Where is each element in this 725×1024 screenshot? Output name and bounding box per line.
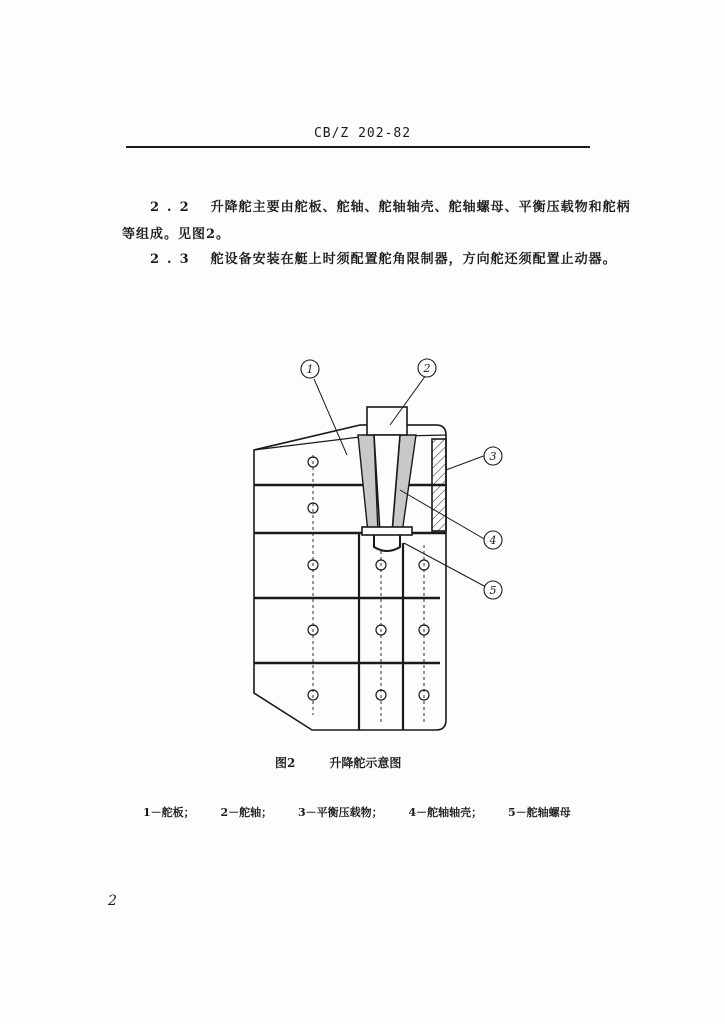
page-header: CB/Z 202-82 [313, 126, 412, 141]
legend-item: 5－舵轴螺母 [508, 806, 571, 819]
rudder-diagram [240, 355, 520, 740]
rudder-stock [367, 407, 407, 435]
caption-title: 升降舵示意图 [329, 756, 402, 770]
top-plate [254, 425, 446, 450]
legend-item: 4－舵轴轴壳； [408, 806, 483, 819]
paragraph-number: 2.3 [150, 252, 197, 267]
paragraph-text-continued: 等组成。见图2。 [122, 227, 231, 242]
legend-item: 1－舵板； [143, 806, 195, 819]
paragraph-text: 舵设备安装在艇上时须配置舵角限制器，方向舵还须配置止动器。 [210, 252, 617, 267]
leader-line [446, 455, 486, 470]
leader-line [404, 543, 486, 587]
paragraph-2-2 [150, 196, 631, 215]
paragraph-number: 2.2 [150, 200, 197, 215]
figure-legend [143, 804, 593, 820]
ballast [432, 439, 446, 531]
paragraph-text: 升降舵主要由舵板、舵轴、舵轴轴壳、舵轴螺母、平衡压载物和舵柄 [210, 200, 631, 215]
leader-line [390, 375, 426, 425]
callout-label: 1 [306, 363, 314, 376]
caption-label: 图2 [275, 756, 296, 770]
paragraph-2-3 [150, 248, 617, 267]
paragraph-2-2-continued [122, 223, 230, 242]
callout-label: 2 [423, 362, 431, 375]
callout-label: 4 [489, 534, 497, 547]
leader-line [314, 379, 347, 455]
header-rule [126, 146, 590, 148]
callout-label: 5 [489, 584, 497, 597]
rudder-outline [254, 425, 446, 730]
figure-caption [275, 754, 401, 771]
shaft-nut-flange [362, 527, 412, 535]
callout-label: 3 [489, 450, 497, 463]
legend-item: 3－平衡压载物； [298, 806, 383, 819]
legend-item: 2－舵轴； [220, 806, 273, 819]
page-number: 2 [108, 893, 117, 909]
